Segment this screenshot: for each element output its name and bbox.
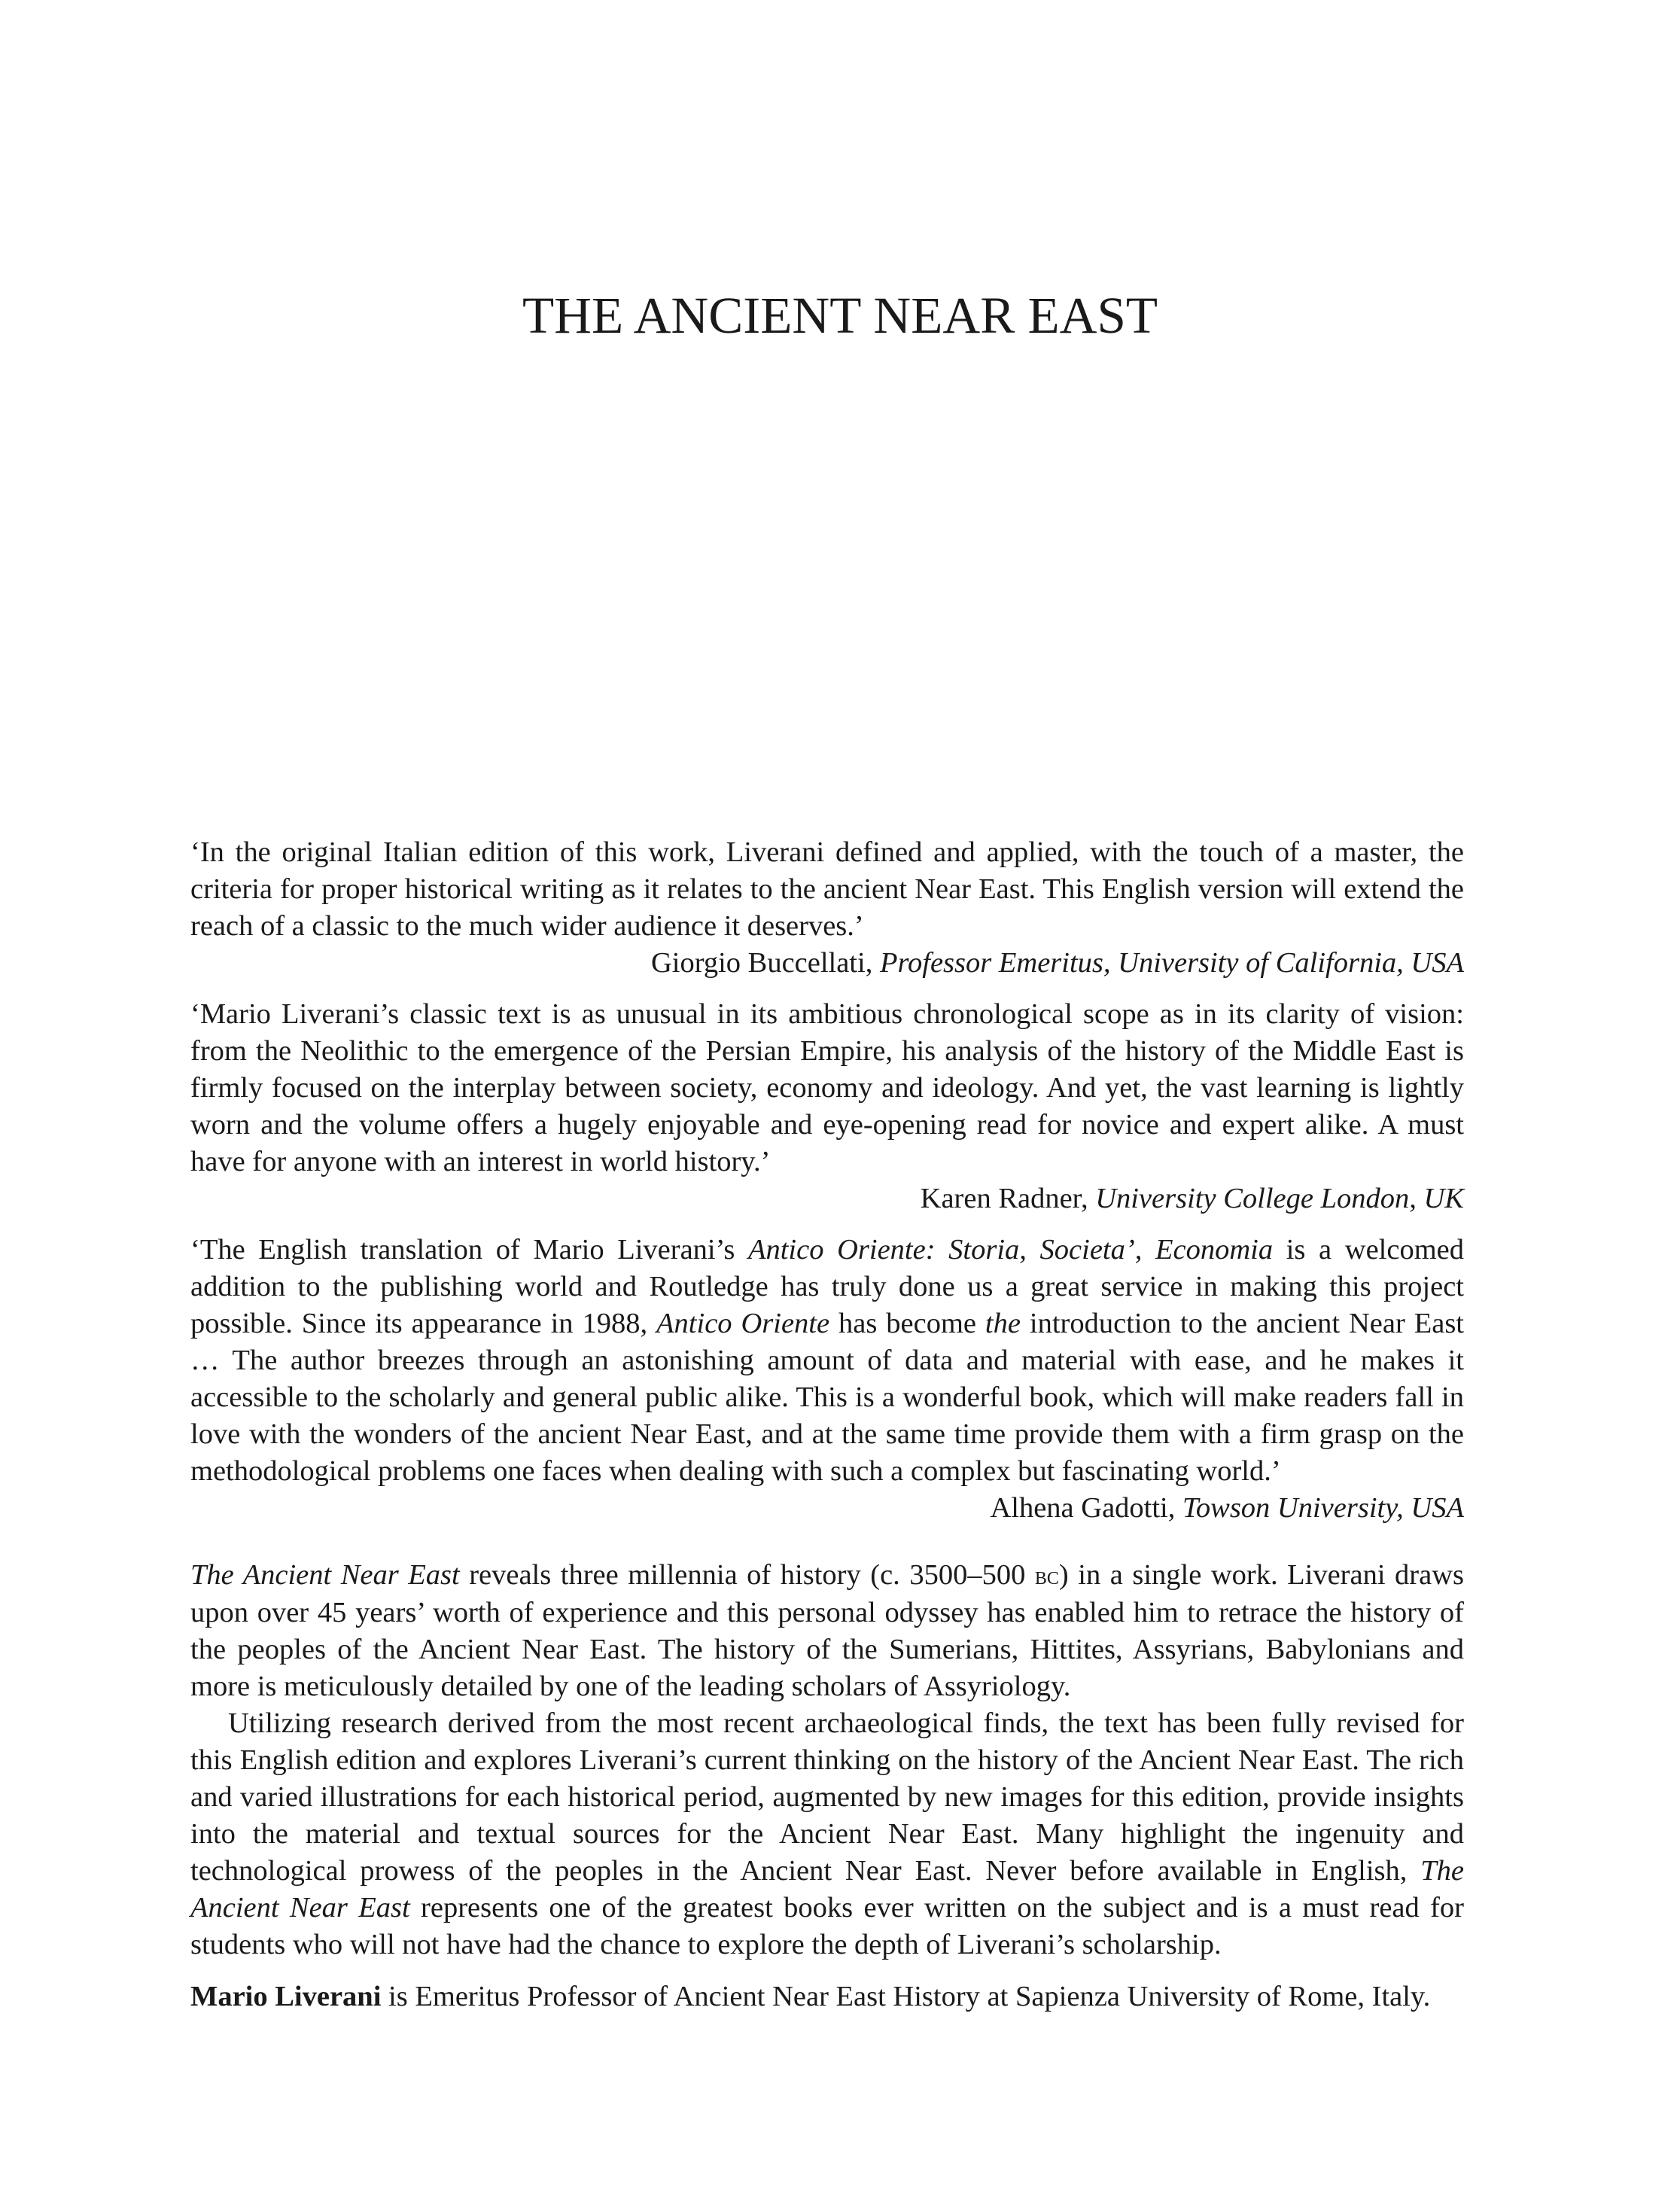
book-title-italic: Antico Oriente: Storia, Societa’, Economia	[747, 1234, 1274, 1266]
era-abbreviation: bc	[1034, 1561, 1059, 1590]
page-title: THE ANCIENT NEAR EAST	[522, 287, 1158, 344]
description-paragraph-2	[190, 1705, 1464, 1963]
author-bio-text: is Emeritus Professor of Ancient Near East History at Sapienza University of Rome, Italy.	[381, 1981, 1431, 2012]
description-text: Utilizing research derived from the most recent archaeological finds, the text has been fully revised for this English edition and explores Liverani’s current thinking on the history of the Ancient Near East. The rich and varied illustrations for each historical period, augmented by new images for this edition, provide insights into the material and textual sources for the Ancient Near East. Many highlight the ingenuity and technological prowess of the peoples in the Ancient Near East. Never before available in English,	[190, 1707, 1464, 1887]
quote-text: ‘In the original Italian edition of this work, Liverani defined and applied, with the touch of a master, the criteria for proper historical writing as it relates to the ancient Near East. This English version will extend the reach of a classic to the much wider audience it deserves.’	[190, 836, 1464, 942]
quote-text	[190, 1232, 1464, 1490]
quote-attribution	[190, 1490, 1464, 1527]
emphasis-italic: the	[985, 1308, 1021, 1339]
author-bio	[190, 1978, 1464, 2015]
quote-text-part: has become	[829, 1308, 985, 1339]
quote-attribution	[190, 945, 1464, 982]
endorsement-quote-2	[190, 996, 1464, 1217]
description-text: reveals three millennia of history (c. 3500–500	[459, 1559, 1035, 1591]
endorsement-quote-3	[190, 1232, 1464, 1527]
author-name: Mario Liverani	[190, 1981, 382, 2012]
quote-attribution	[190, 1180, 1464, 1217]
endorser-affiliation: University College London, UK	[1095, 1183, 1464, 1214]
endorser-affiliation: Towson University, USA	[1182, 1492, 1464, 1524]
endorsement-quote-1	[190, 834, 1464, 982]
quote-text-part: is a welcomed addition to the publishing world and Routledge has truly done us a great service in making this project possible. Since its appearance in 1988,	[190, 1234, 1464, 1339]
endorser-affiliation: Professor Emeritus, University of California, USA	[879, 947, 1464, 979]
book-title-italic: Antico Oriente	[656, 1308, 830, 1339]
description-text: represents one of the greatest books ever written on the subject and is a must read for students who will not have had the chance to explore the depth of Liverani’s scholarship.	[190, 1892, 1464, 1960]
book-description	[190, 1557, 1464, 1963]
main-content	[190, 834, 1464, 2015]
endorser-name: Giorgio Buccellati,	[650, 947, 873, 979]
quote-text: ‘Mario Liverani’s classic text is as unusual in its ambitious chronological scope as in its clarity of vision: from the Neolithic to the emergence of the Persian Empire, his analysis of the history of the Middle East is firmly focused on the interplay between society, economy and ideology. And yet, the vast learning is lightly worn and the volume offers a hugely enjoyable and eye-opening read for novice and expert alike. A must have for anyone with an interest in world history.’	[190, 998, 1464, 1177]
description-text: ) in a single work. Liverani draws upon over 45 years’ worth of experience and this personal odyssey has enabled him to retrace the history of the peoples of the Ancient Near East. The history of the Sumerians, Hittites, Assyrians, Babylonians and more is meticulously detailed by one of the leading scholars of Assyriology.	[190, 1559, 1465, 1702]
quote-text-part: ‘The English translation of Mario Liverani’s	[190, 1234, 748, 1266]
description-paragraph-1	[190, 1557, 1464, 1705]
book-title-italic: The Ancient Near East	[190, 1559, 460, 1591]
quote-text-part: introduction to the ancient Near East … The author breezes through an astonishing amount of data and material with ease, and he makes it accessible to the scholarly and general public alike. This is a wonderful book, which will make readers fall in love with the wonders of the ancient Near East, and at the same time provide them with a firm grasp on the methodological problems one faces when dealing with such a complex but fascinating world.’	[190, 1308, 1465, 1487]
book-title-italic: The Ancient Near East	[190, 1855, 1464, 1924]
endorser-name: Alhena Gadotti,	[990, 1492, 1176, 1524]
endorser-name: Karen Radner,	[920, 1183, 1088, 1214]
